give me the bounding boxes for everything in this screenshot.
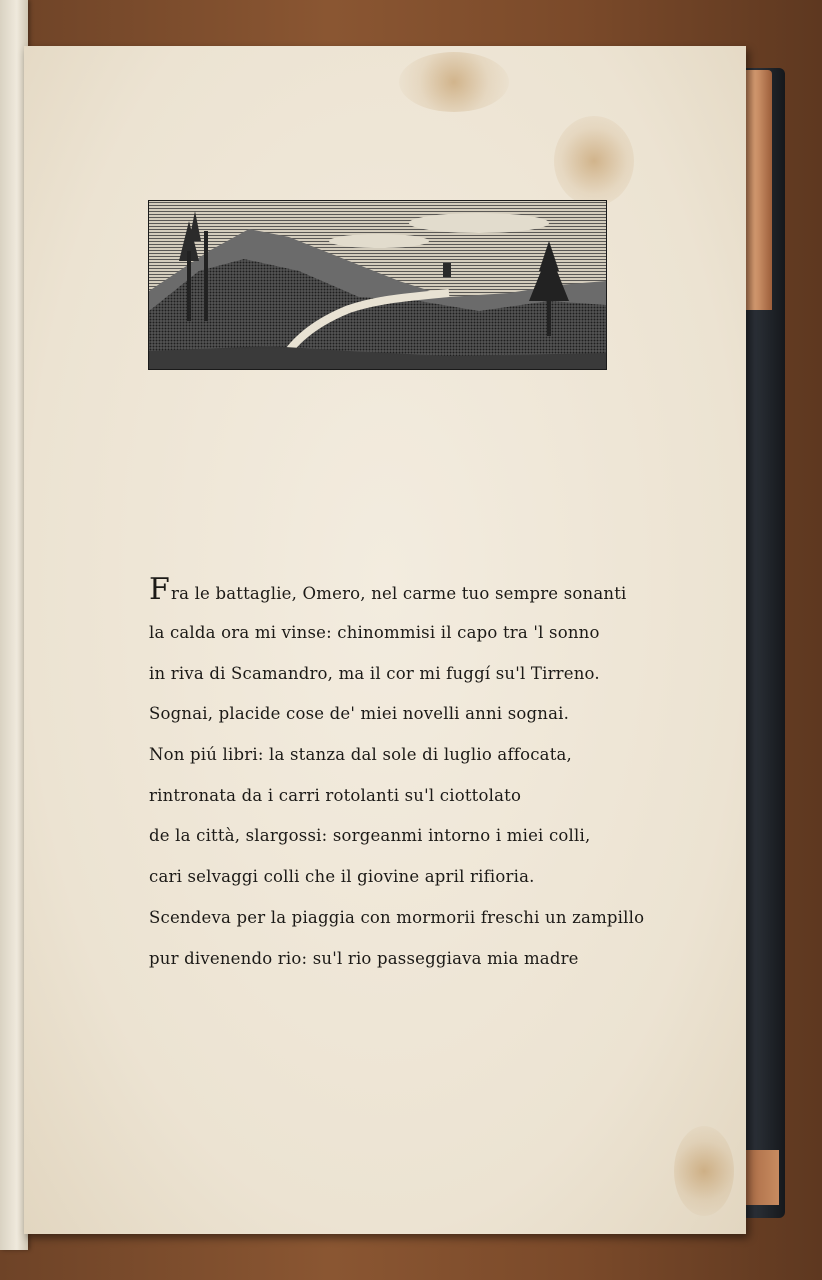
poem-line: Sognai, placide cose de' miei novelli anni sognai.: [149, 704, 570, 724]
poem-line: Scendeva per la piaggia con mormorii freschi un zampillo: [149, 907, 645, 927]
foxing-stain: [554, 116, 634, 206]
poem-line: in riva di Scamandro, ma il cor mi fuggí su'l Tirreno.: [149, 663, 600, 683]
book-page: [24, 46, 746, 1234]
poem-text: [149, 568, 645, 979]
poem-line: Non piú libri: la stanza dal sole di luglio affocata,: [149, 745, 573, 765]
leather-corner-bottom: [745, 1150, 779, 1205]
poem-line: pur divenendo rio: su'l rio passeggiava mia madre: [149, 948, 579, 968]
poem-line: de la città, slargossi: sorgeanmi intorno i miei colli,: [149, 826, 591, 846]
foxing-stain: [399, 52, 509, 112]
poem-line: la calda ora mi vinse: chinommisi il capo tra 'l sonno: [149, 623, 600, 642]
foxing-stain: [674, 1126, 734, 1216]
poem-line: rintronata da i carri rotolanti su'l ciottolato: [149, 785, 522, 805]
poem-line: cari selvaggi colli che il giovine april rifioria.: [149, 867, 535, 887]
poem-line-1-text: ra le battaglie, Omero, nel carme tuo sempre sonanti: [171, 584, 627, 603]
poem-line-1: [149, 568, 629, 613]
landscape-engraving-icon: [148, 200, 607, 370]
drop-cap: F: [149, 572, 171, 607]
